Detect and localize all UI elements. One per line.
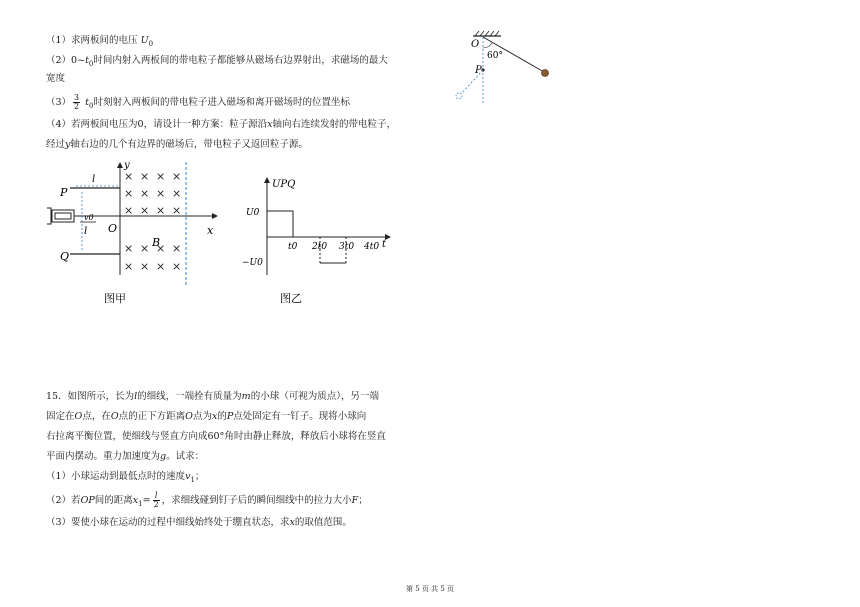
label-angle: 60° [487, 51, 503, 61]
q15-stem-2: 固定在O点，在O点的正下方距离O点为x的P点处固定有一钉子。现将小球向 [46, 411, 367, 422]
svg-text:×: × [156, 187, 166, 200]
svg-text:×: × [140, 187, 150, 200]
q14-part4-cont: 经过y轴右边的几个有边界的磁场后，带电粒子又返回粒子源。 [46, 139, 308, 150]
svg-text:×: × [156, 170, 166, 183]
svg-text:×: × [172, 170, 182, 183]
label-p: P [60, 186, 68, 199]
svg-text:×: × [124, 187, 134, 200]
q14-part3: （3） $\frac{3}{2}$ $t_0$时刻射入两板间的带电粒子进入磁场和离开磁场时的位置坐标 [46, 93, 350, 111]
label-v0: v0 [84, 213, 94, 222]
svg-text:×: × [124, 170, 134, 183]
label-l-side: l [84, 226, 88, 237]
label-b: B [152, 236, 161, 249]
svg-text:×: × [156, 204, 166, 217]
svg-text:×: × [172, 204, 182, 217]
svg-text:×: × [172, 260, 182, 273]
label-neg-u0: −U0 [242, 258, 263, 268]
svg-text:×: × [172, 242, 182, 255]
tick-2t0: 2t0 [312, 242, 328, 252]
caption-jia: 图甲 [104, 292, 126, 305]
figure-pendulum [445, 28, 565, 108]
label-upq: UPQ [272, 179, 296, 190]
magnetic-field-crosses [124, 170, 181, 273]
q15-part1: （1）小球运动到最低点时的速度$v_1$； [46, 471, 205, 484]
ball-dashed [456, 93, 462, 99]
svg-text:×: × [124, 260, 134, 273]
label-p: P [475, 65, 482, 76]
svg-text:×: × [140, 242, 150, 255]
page-footer: 第 5 页 共 5 页 [405, 585, 455, 593]
q14-part2: $(2)0\sim t_0$时间内射入两板间的带电粒子都能够从磁场右边界射出，求磁场的最大 [46, 55, 388, 68]
wave-positive [267, 211, 293, 237]
q15-stem-1: 15．如图所示，长为l的细线，一端拴有质量为m的小球（可视为质点），另一端 [46, 391, 379, 402]
figure-jia [40, 160, 230, 310]
label-q: Q [60, 250, 70, 263]
svg-text:×: × [140, 204, 150, 217]
label-u0: U0 [246, 208, 260, 218]
q14-part2-cont: 宽度 [46, 73, 66, 84]
svg-text:×: × [172, 187, 182, 200]
tick-4t0: 4t0 [364, 242, 380, 252]
q15-stem-3: 右拉离平衡位置，使细线与竖直方向成60°角时由静止释放，释放后小球将在竖直 [46, 431, 386, 442]
q15-part3: （3）要使小球在运动的过程中细线始终处于绷直状态，求x的取值范围。 [46, 517, 352, 528]
label-t: t [382, 239, 387, 250]
ball [542, 70, 549, 77]
caption-yi: 图乙 [280, 292, 302, 305]
q15-stem-4: 平面内摆动。重力加速度为g。试求： [46, 451, 205, 462]
string-dashed [461, 70, 483, 94]
label-x: x [207, 224, 214, 237]
label-l-top: l [92, 174, 96, 185]
figure-yi [240, 175, 400, 310]
svg-text:×: × [156, 260, 166, 273]
q15-part2: （2）若OP间的距离$x_1=$ $\frac{l}{2}$ ，求细线碰到钉子后的瞬间细线中的拉力大小F； [46, 491, 368, 509]
tick-t0: t0 [288, 242, 298, 252]
svg-text:×: × [140, 260, 150, 273]
tick-3t0: 3t0 [339, 242, 355, 252]
label-y: y [124, 160, 130, 171]
svg-text:×: × [124, 242, 134, 255]
svg-text:×: × [140, 170, 150, 183]
q14-part1: （1）求两板间的电压 $U_0$ [46, 35, 154, 48]
q14-part4: （4）若两板间电压为0，请设计一种方案：粒子源沿x轴向右连续发射的带电粒子， [46, 119, 396, 130]
label-o: O [108, 222, 118, 235]
particle-source [52, 210, 74, 222]
svg-text:×: × [156, 242, 166, 255]
svg-text:×: × [124, 204, 134, 217]
label-o: O [471, 39, 480, 50]
